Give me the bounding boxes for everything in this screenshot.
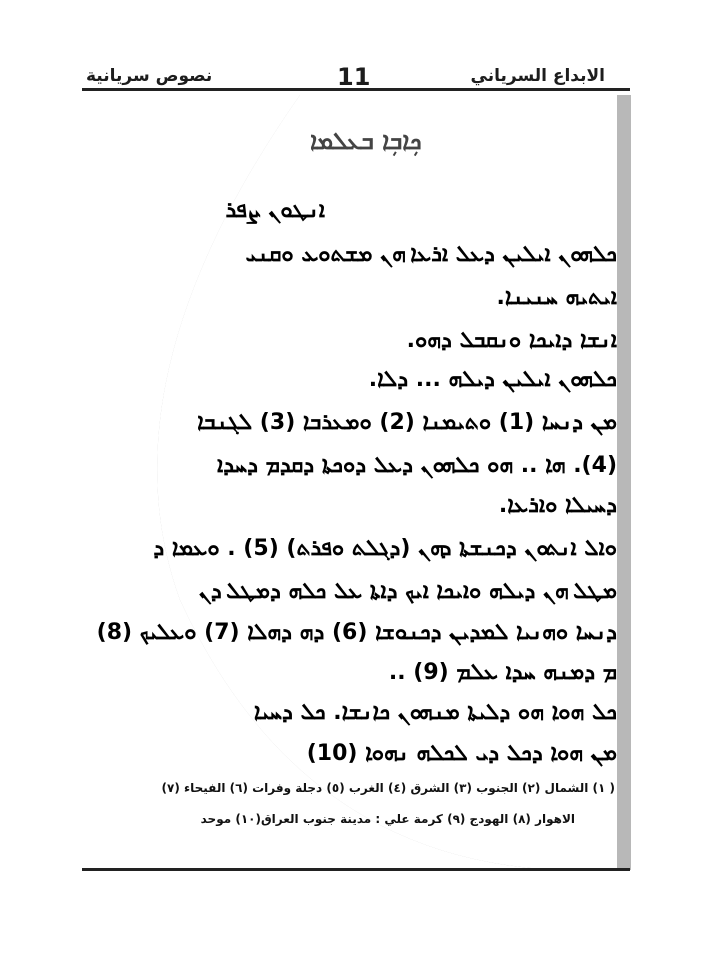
footnote-line-1: ( ١) الشمال (٢) الجنوب (٣) الشرق (٤) الغرب (٥) دجلة وفرات (٦) الفيحاء (٧) [161, 781, 615, 795]
footnote-line-2: الاهوار (٨) الهودج (٩) كرمة علي : مدينة جنوب العراق(١٠) موحد [200, 812, 575, 826]
header-magazine-title: الابداع السرياني [470, 66, 605, 86]
poem-line: ܡܢ ܗܘܐ ܕܟܠ ܕܝ ܠܟܠܗ ܢܗܘܐ (10) [306, 741, 617, 766]
poem-line: ܘܐܠ ܐܢܬܘܢ ܕܟܢܫܬܐ ܕܗܢ (ܕܓܠܬ ܘܦܪܬ) (5) . ܘܥܡܐ ܕ [153, 536, 617, 561]
poem-line: ܟܠܗܘܢ ܐܝܠܝܢ ܕܝܠܗ ... ܕܠܐ. [368, 367, 617, 392]
poem-author: ܐܢܛܘܢ ܨܦܪ [225, 198, 325, 223]
poem-line: ܕܚܝܠܐ ܘܐܪܥܐ. [498, 493, 617, 518]
poem-line: ܡ ܕܡܢܗ ܚܕܐ ܥܠܡ (9) .. [388, 660, 617, 685]
page-number: 11 [337, 63, 371, 91]
poem-line: (4). ܗܐ .. ܗܘ ܟܠܗܘܢ ܕܥܠ ܕܘܟܬܐ ܕܩܕܡ ܕܚܕܐ [217, 453, 617, 478]
poem-line: ܡܛܠ ܗܢ ܕܝܠܗ ܘܐܝܟܐ ܐܝܟ ܕܐܬܐ ܥܠ ܟܠܗ ܕܡܛܠ ܕܢ [198, 579, 617, 604]
poem-line: ܟܠܗܘܢ ܐܝܠܝܢ ܕܥܠ ܐܪܥܐ ܗܢ ܡܫܬܘܥ ܘܩܢܝ [245, 242, 617, 267]
poem-line: ܐܢܫܐ ܕܐܝܟܐ ܘܢܩܒܠ ܕܗܘ. [406, 328, 617, 353]
footer-rule [82, 868, 630, 871]
poem-line: ܐܝܬܝܗ ܚܢܝܢܐ. [496, 285, 617, 310]
poem-line: ܡܢ ܕܢܚܐ (1) ܘܬܝܡܢܐ (2) ܘܡܥܪܒܐ (3) ܠܓܢܒܐ [197, 410, 617, 435]
right-border-bar [617, 95, 631, 870]
poem-line: ܕܢܚܐ ܘܗܢܝܐ ܠܡܕܝܢ ܕܟܢܘܫܐ (6) ܕܗ ܕܗܠܐ (7) ܘܥܠܝܟ (8) [96, 620, 617, 645]
header-section-title: نصوص سريانية [86, 66, 213, 86]
poem-line: ܟܠ ܗܘܐ ܗܘ ܕܠܝܬܐ ܡܢܗܘܢ ܟܐܢܫܐ. ܟܠ ܕܚܝܐ [253, 700, 617, 725]
poem-title: ܟܼܐܒܼܐ ܒܥܠܡܐ [310, 127, 422, 155]
